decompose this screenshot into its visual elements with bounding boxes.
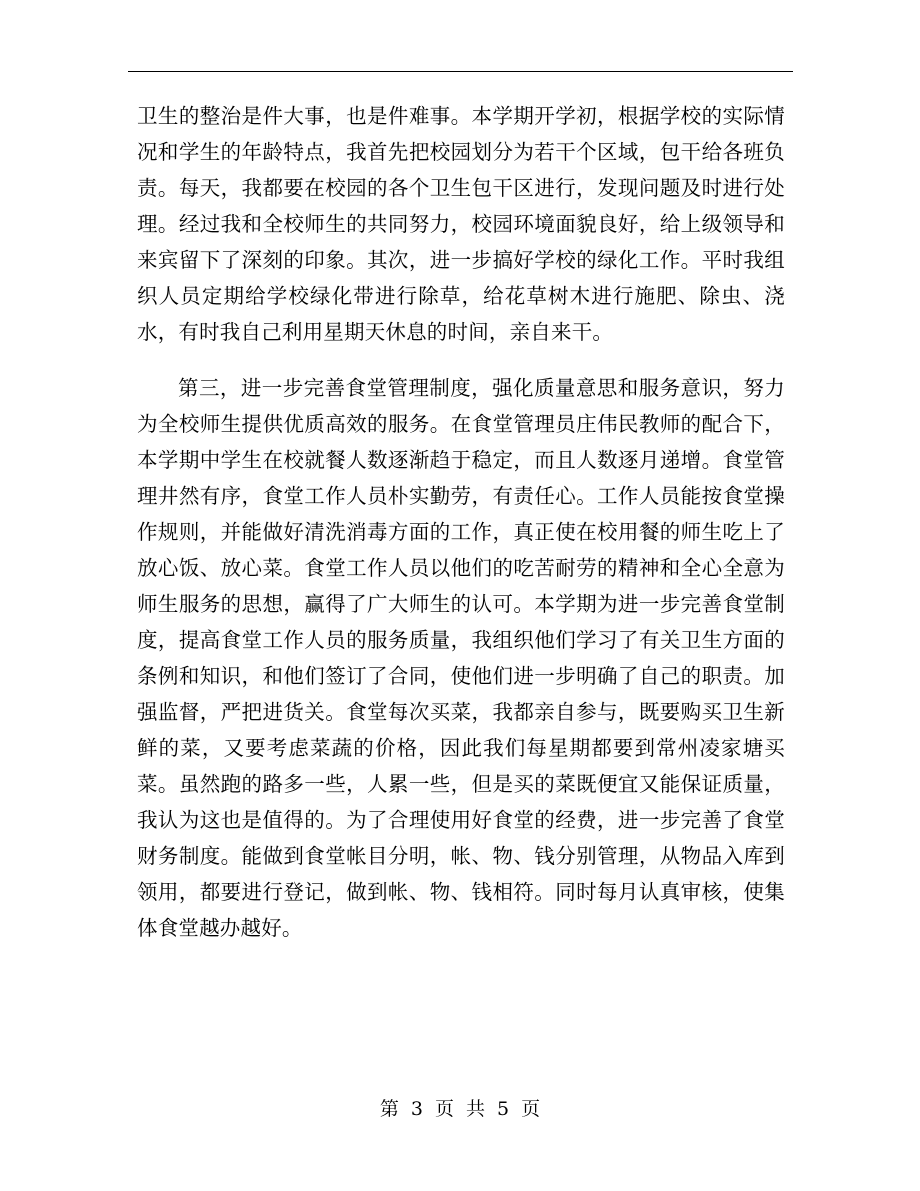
body-text (137, 98, 785, 946)
paragraph-canteen: 第三，进一步完善食堂管理制度，强化质量意思和服务意识，努力为全校师生提供优质高效的服务。在食堂管理员庄伟民教师的配合下，本学期中学生在校就餐人数逐渐趋于稳定，而且人数逐月递增。食堂管理井然有序，食堂工作人员朴实勤劳，有责任心。工作人员能按食堂操作规则，并能做好清洗消毒方面的工作，真正使在校用餐的师生吃上了放心饭、放心菜。食堂工作人员以他们的吃苦耐劳的精神和全心全意为师生服务的思想，赢得了广大师生的认可。本学期为进一步完善食堂制度，提高食堂工作人员的服务质量，我组织他们学习了有关卫生方面的条例和知识，和他们签订了合同，使他们进一步明确了自己的职责。加强监督，严把进货关。食堂每次买菜，我都亲自参与，既要购买卫生新鲜的菜，又要考虑菜蔬的价格，因此我们每星期都要到常州凌家塘买菜。虽然跑的路多一些，人累一些，但是买的菜既便宜又能保证质量，我认为这也是值得的。为了合理使用好食堂的经费，进一步完善了食堂财务制度。能做到食堂帐目分明，帐、物、钱分别管理，从物品入库到领用，都要进行登记，做到帐、物、钱相符。同时每月认真审核，使集体食堂越办越好。 (137, 376, 785, 940)
paragraph-gap (137, 350, 785, 370)
page-footer: 第 3 页 共 5 页 (379, 1098, 541, 1120)
paragraph-sanitation: 卫生的整治是件大事，也是件难事。本学期开学初，根据学校的实际情况和学生的年龄特点，我首先把校园划分为若干个区域，包干给各班负责。每天，我都要在校园的各个卫生包干区进行，发现问题及时进行处理。经过我和全校师生的共同努力，校园环境面貌良好，给上级领导和来宾留下了深刻的印象。其次，进一步搞好学校的绿化工作。平时我组织人员定期给学校绿化带进行除草，给花草树木进行施肥、除虫、浇水，有时我自己利用星期天休息的时间，亲自来干。 (137, 104, 785, 344)
header-rule (128, 71, 793, 72)
